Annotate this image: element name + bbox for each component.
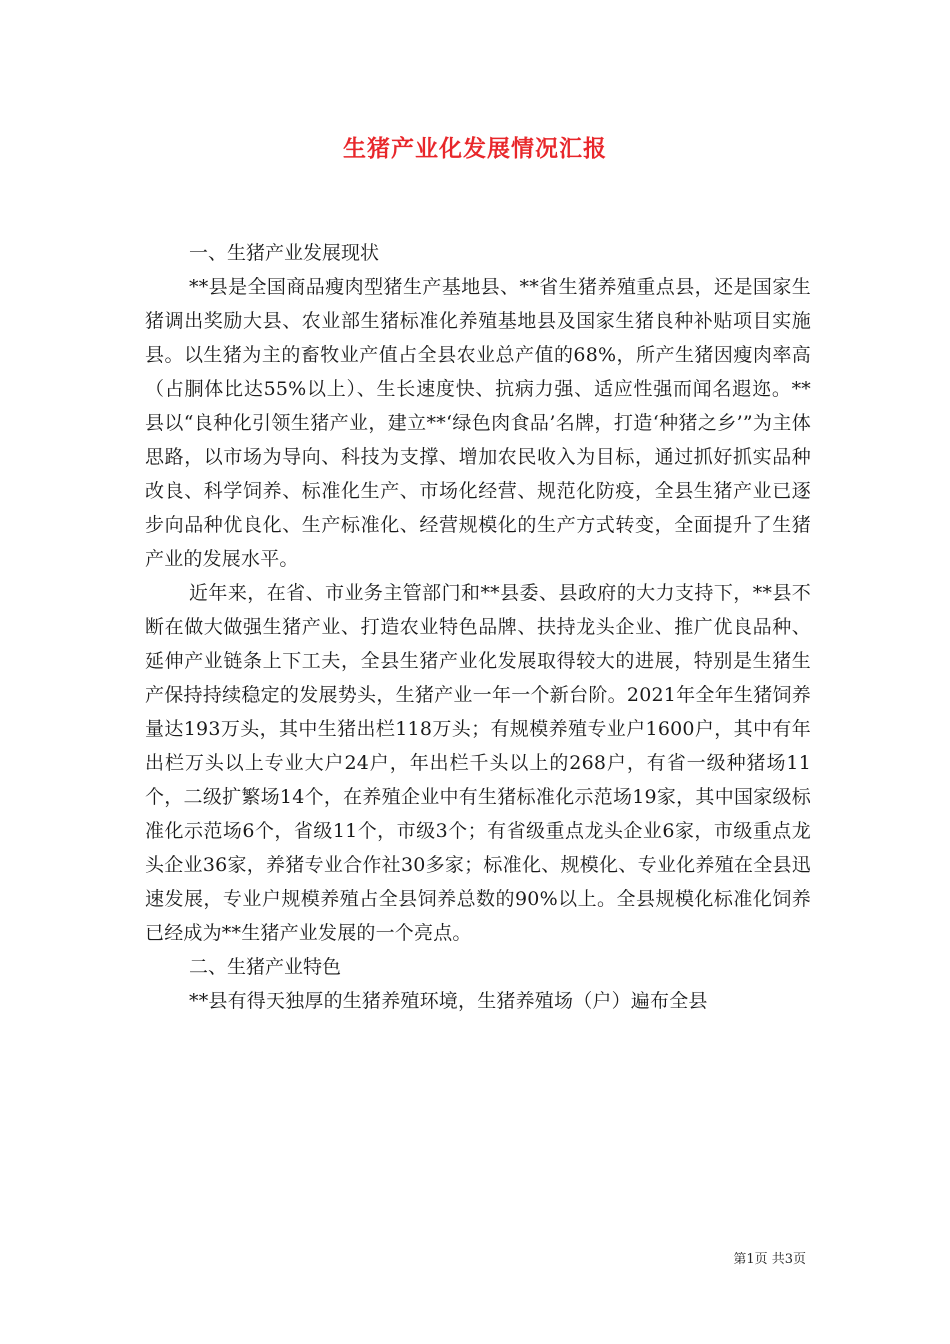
paragraph: **县是全国商品瘦肉型猪生产基地县、**省生猪养殖重点县，还是国家生猪调出奖励大县、农业部生猪标准化养殖基地县及国家生猪良种补贴项目实施县。以生猪为主的畜牧业产值占全县农业总产值的68%，所产生猪因瘦肉率高（占胴体比达55%以上）、生长速度快、抗病力强、适应性强而闻名遐迩。**县以“良种化引领生猪产业，建立**‘绿色肉食品’名牌，打造‘种猪之乡’”为主体思路，以市场为导向、科技为支撑、增加农民收入为目标，通过抓好抓实品种改良、科学饲养、标准化生产、市场化经营、规范化防疫，全县生猪产业已逐步向品种优良化、生产标准化、经营规模化的生产方式转变，全面提升了生猪产业的发展水平。	[145, 276, 811, 570]
paragraph: **县有得天独厚的生猪养殖环境，生猪养殖场（户）遍布全县	[189, 990, 708, 1012]
section-heading: 二、生猪产业特色	[189, 956, 342, 978]
page-number-footer: 第1页 共3页	[733, 1252, 806, 1267]
paragraph: 近年来，在省、市业务主管部门和**县委、县政府的大力支持下，**县不断在做大做强生猪产业、打造农业特色品牌、扶持龙头企业、推广优良品种、延伸产业链条上下工夫，全县生猪产业化发展取得较大的进展，特别是生猪生产保持持续稳定的发展势头，生猪产业一年一个新台阶。2021年全年生猪饲养量达193万头，其中生猪出栏118万头；有规模养殖专业户1600户，其中有年出栏万头以上专业大户24户，年出栏千头以上的268户，有省一级种猪场11个，二级扩繁场14个，在养殖企业中有生猪标准化示范场19家，其中国家级标准化示范场6个，省级11个，市级3个；有省级重点龙头企业6家，市级重点龙头企业36家，养猪专业合作社30多家；标准化、规模化、专业化养殖在全县迅速发展，专业户规模养殖占全县饲养总数的90%以上。全县规模化标准化饲养已经成为**生猪产业发展的一个亮点。	[145, 582, 811, 944]
document-body	[145, 236, 811, 1018]
section-heading: 一、生猪产业发展现状	[189, 242, 380, 264]
document-title: 生猪产业化发展情况汇报	[343, 135, 607, 162]
